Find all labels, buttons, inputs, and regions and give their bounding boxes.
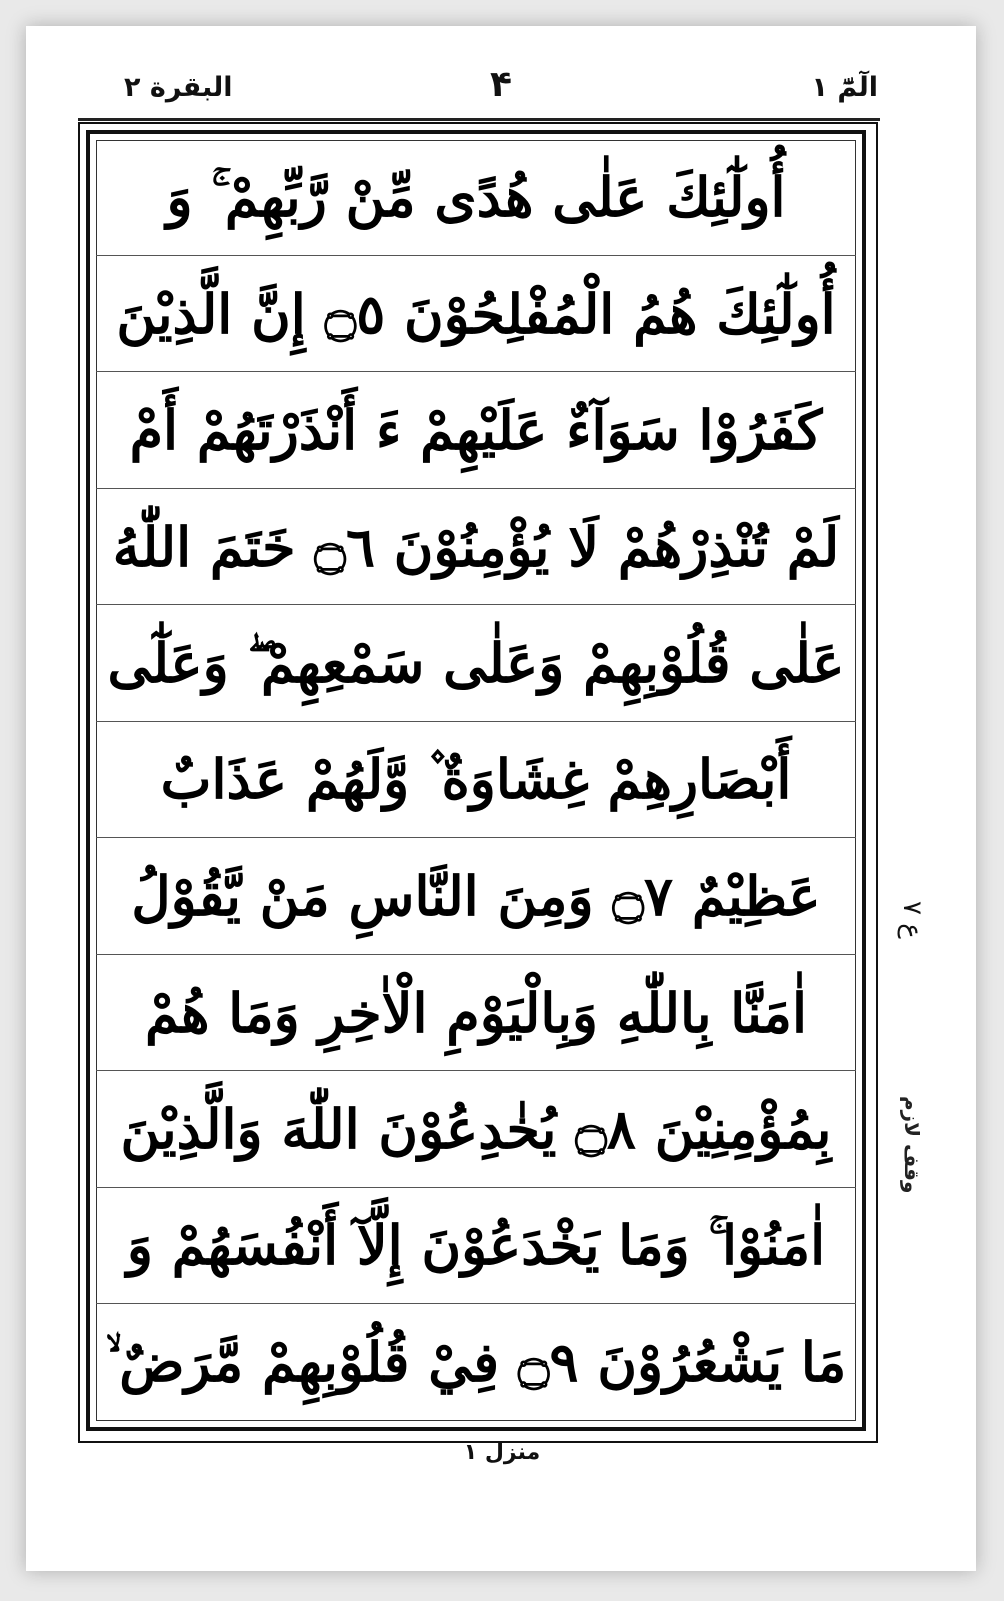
- verse-line-6: أَبْصَارِهِمْ غِشَاوَةٌ ۫ وَّلَهُمْ عَذَابٌ: [96, 722, 856, 838]
- verse-line-2: أُولٰٓئِكَ هُمُ الْمُفْلِحُوْنَ ۝٥ إِنَّ الَّذِيْنَ: [96, 256, 856, 372]
- waqf-marker: وقف لازم: [900, 1096, 924, 1194]
- page-header: [100, 64, 902, 122]
- verse-line-10: اٰمَنُوْا ۚ وَمَا يَخْدَعُوْنَ إِلَّآ أَنْفُسَهُمْ وَ: [96, 1188, 856, 1304]
- manzil-label: منزل ١: [463, 1440, 541, 1465]
- verse-line-11: مَا يَشْعُرُوْنَ ۝٩ فِيْ قُلُوْبِهِمْ مَّرَضٌ ۙ: [105, 1330, 847, 1394]
- page-number: ۴: [490, 64, 512, 105]
- verse-line-4: لَمْ تُنْذِرْهُمْ لَا يُؤْمِنُوْنَ ۝٦ خَتَمَ اللّٰهُ: [96, 489, 856, 605]
- verse-line-9: بِمُؤْمِنِيْنَ ۝٨ يُخٰدِعُوْنَ اللّٰهَ وَالَّذِيْنَ: [96, 1071, 856, 1188]
- verse-line-8: اٰمَنَّا بِاللّٰهِ وَبِالْيَوْمِ الْاٰخِرِ وَمَا هُمْ: [96, 955, 856, 1071]
- surah-name: البقرة ٢: [124, 72, 233, 103]
- verse-lines: [96, 140, 856, 1421]
- header-divider: [78, 118, 880, 121]
- verse-line-5: عَلٰى قُلُوْبِهِمْ وَعَلٰى سَمْعِهِمْ ۖ وَعَلٰٓى: [96, 605, 856, 722]
- verse-line-3: كَفَرُوْا سَوَآءٌ عَلَيْهِمْ ءَ أَنْذَرْتَهُمْ أَمْ: [96, 372, 856, 489]
- verse-line-7: عَظِيْمٌ ۝٧ وَمِنَ النَّاسِ مَنْ يَّقُوْلُ: [96, 838, 856, 955]
- verse-line-1: أُولٰٓئِكَ عَلٰى هُدًى مِّنْ رَّبِّهِمْ ۚ وَ: [96, 140, 856, 256]
- para-name: الٓمّٓ ١: [811, 72, 878, 103]
- ruku-marker: ع ٧: [897, 901, 927, 939]
